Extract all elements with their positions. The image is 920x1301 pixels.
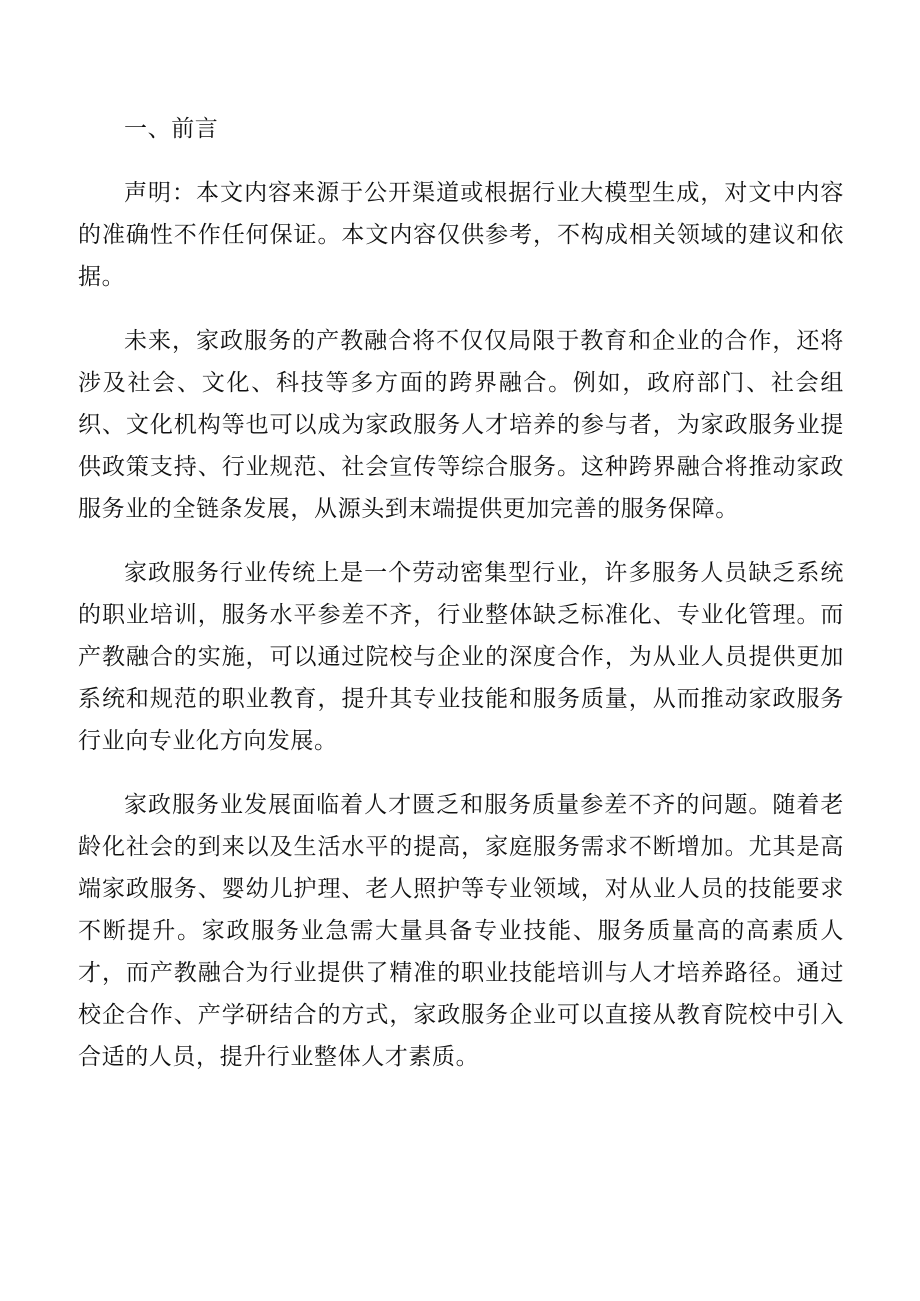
body-paragraph-industry-tradition: 家政服务行业传统上是一个劳动密集型行业，许多服务人员缺乏系统的职业培训，服务水平参差不齐，行业整体缺乏标准化、专业化管理。而产教融合的实施，可以通过院校与企业的深度合作，为从业人员提供更加系统和规范的职业教育，提升其专业技能和服务质量，从而推动家政服务行业向专业化方向发展。	[78, 560, 844, 754]
document-body	[78, 108, 844, 1100]
section-heading: 一、前言	[124, 116, 219, 142]
disclaimer-paragraph: 声明：本文内容来源于公开渠道或根据行业大模型生成，对文中内容的准确性不作任何保证。本文内容仅供参考，不构成相关领域的建议和依据。	[78, 180, 844, 290]
body-paragraph-talent-shortage: 家政服务业发展面临着人才匮乏和服务质量参差不齐的问题。随着老龄化社会的到来以及生活水平的提高，家庭服务需求不断增加。尤其是高端家政服务、婴幼儿护理、老人照护等专业领域，对从业人员的技能要求不断提升。家政服务业急需大量具备专业技能、服务质量高的高素质人才，而产教融合为行业提供了精准的职业技能培训与人才培养路径。通过校企合作、产学研结合的方式，家政服务企业可以直接从教育院校中引入合适的人员，提升行业整体人才素质。	[78, 792, 844, 1070]
body-paragraph-cross-border: 未来，家政服务的产教融合将不仅仅局限于教育和企业的合作，还将涉及社会、文化、科技等多方面的跨界融合。例如，政府部门、社会组织、文化机构等也可以成为家政服务人才培养的参与者，为家政服务业提供政策支持、行业规范、社会宣传等综合服务。这种跨界融合将推动家政服务业的全链条发展，从源头到末端提供更加完善的服务保障。	[78, 328, 844, 522]
